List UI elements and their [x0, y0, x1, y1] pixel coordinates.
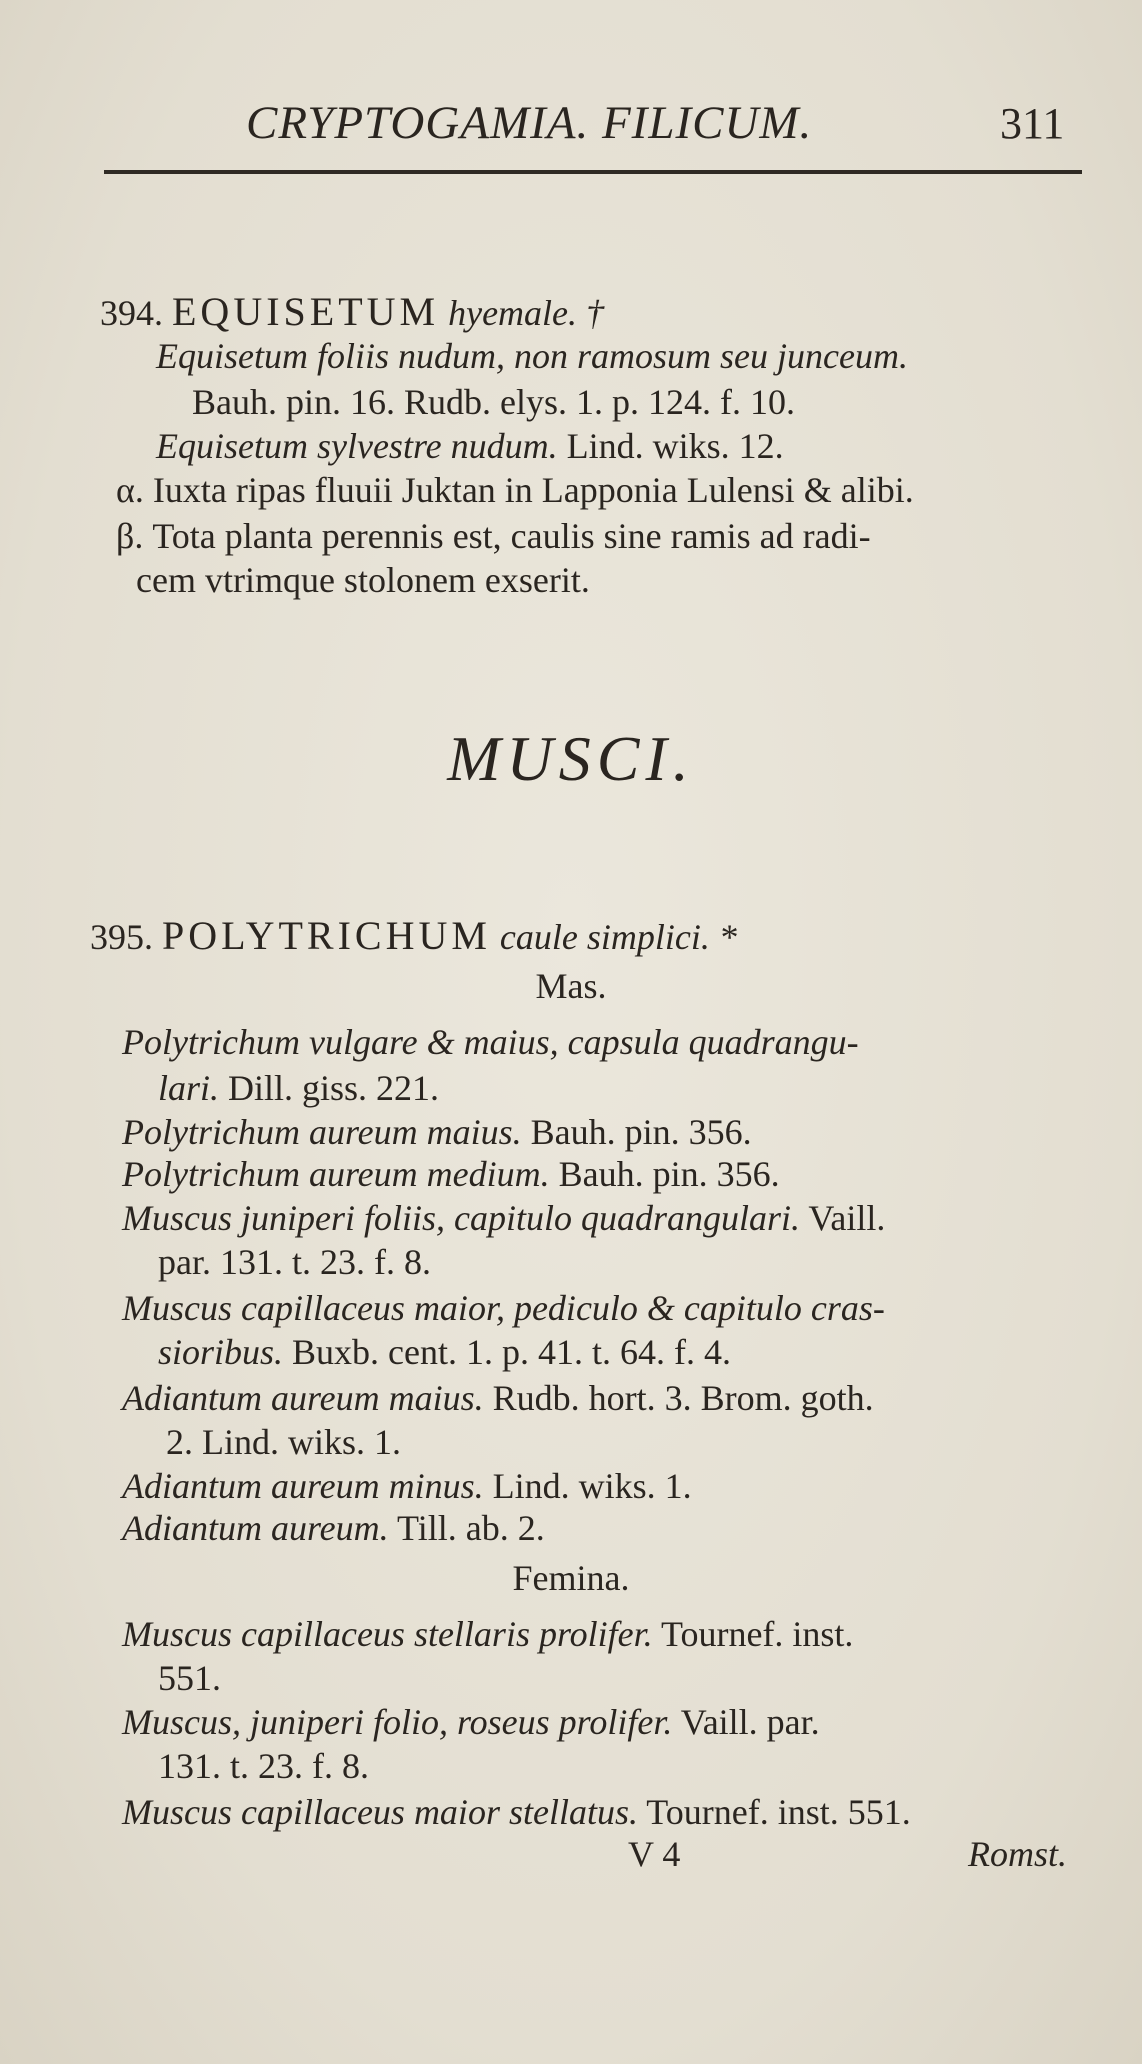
- synonym-line: Polytrichum vulgare & maius, capsula quadrangu-: [122, 1022, 859, 1062]
- synonym-line: Equisetum foliis nudum, non ramosum seu junceum.: [156, 336, 908, 376]
- synonym-line: Muscus capillaceus stellaris prolifer. Tournef. inst.: [122, 1614, 854, 1654]
- synonym-line: Adiantum aureum minus. Lind. wiks. 1.: [122, 1466, 692, 1506]
- page-number: 311: [1000, 99, 1065, 148]
- synonym-line: Adiantum aureum. Till. ab. 2.: [122, 1508, 545, 1548]
- entry-395-heading: [90, 913, 737, 958]
- synonym-line: sioribus. Buxb. cent. 1. p. 41. t. 64. f. 4.: [158, 1332, 732, 1372]
- note-line: β. Tota planta perennis est, caulis sine ramis ad radi-: [116, 516, 871, 556]
- species-name: hyemale. †: [448, 293, 605, 333]
- species-name: caule simplici. *: [499, 917, 737, 957]
- synonym-line: Muscus capillaceus maior, pediculo & capitulo cras-: [122, 1288, 885, 1328]
- synonym-line: Adiantum aureum maius. Rudb. hort. 3. Brom. goth.: [122, 1378, 874, 1418]
- note-line: cem vtrimque stolonem exserit.: [136, 560, 590, 600]
- entry-394-heading: [100, 289, 605, 334]
- genus-name: EQUISETUM: [172, 289, 440, 334]
- synonym-line: par. 131. t. 23. f. 8.: [158, 1242, 431, 1282]
- synonym-line: Polytrichum aureum medium. Bauh. pin. 356.: [122, 1154, 780, 1194]
- section-title: MUSCI.: [447, 723, 695, 794]
- header-rule: [104, 170, 1082, 174]
- genus-name: POLYTRICHUM: [162, 913, 491, 958]
- signature-mark: V 4: [628, 1834, 681, 1874]
- synonym-line: Muscus juniperi foliis, capitulo quadrangulari. Vaill.: [122, 1198, 886, 1238]
- synonym-line: 131. t. 23. f. 8.: [158, 1746, 369, 1786]
- synonym-line: Polytrichum aureum maius. Bauh. pin. 356.: [122, 1112, 752, 1152]
- synonym-line: Muscus, juniperi folio, roseus prolifer. Vaill. par.: [122, 1702, 820, 1742]
- subheading-mas: Mas.: [535, 966, 607, 1006]
- habitat-line: α. Iuxta ripas fluuii Juktan in Lapponia Lulensi & alibi.: [116, 470, 914, 510]
- entry-number: 395.: [90, 917, 153, 957]
- synonym-line: Bauh. pin. 16. Rudb. elys. 1. p. 124. f. 10.: [192, 382, 795, 422]
- synonym-line: Muscus capillaceus maior stellatus. Tournef. inst. 551.: [122, 1792, 911, 1832]
- synonym-line: Equisetum sylvestre nudum. Lind. wiks. 12.: [156, 426, 784, 466]
- subheading-femina: Femina.: [512, 1558, 630, 1598]
- synonym-line: lari. Dill. giss. 221.: [158, 1068, 440, 1108]
- catchword: Romst.: [968, 1834, 1067, 1874]
- running-head: CRYPTOGAMIA. FILICUM.: [246, 97, 813, 149]
- synonym-line: 551.: [158, 1658, 221, 1698]
- entry-number: 394.: [100, 293, 163, 333]
- synonym-line: 2. Lind. wiks. 1.: [166, 1422, 402, 1462]
